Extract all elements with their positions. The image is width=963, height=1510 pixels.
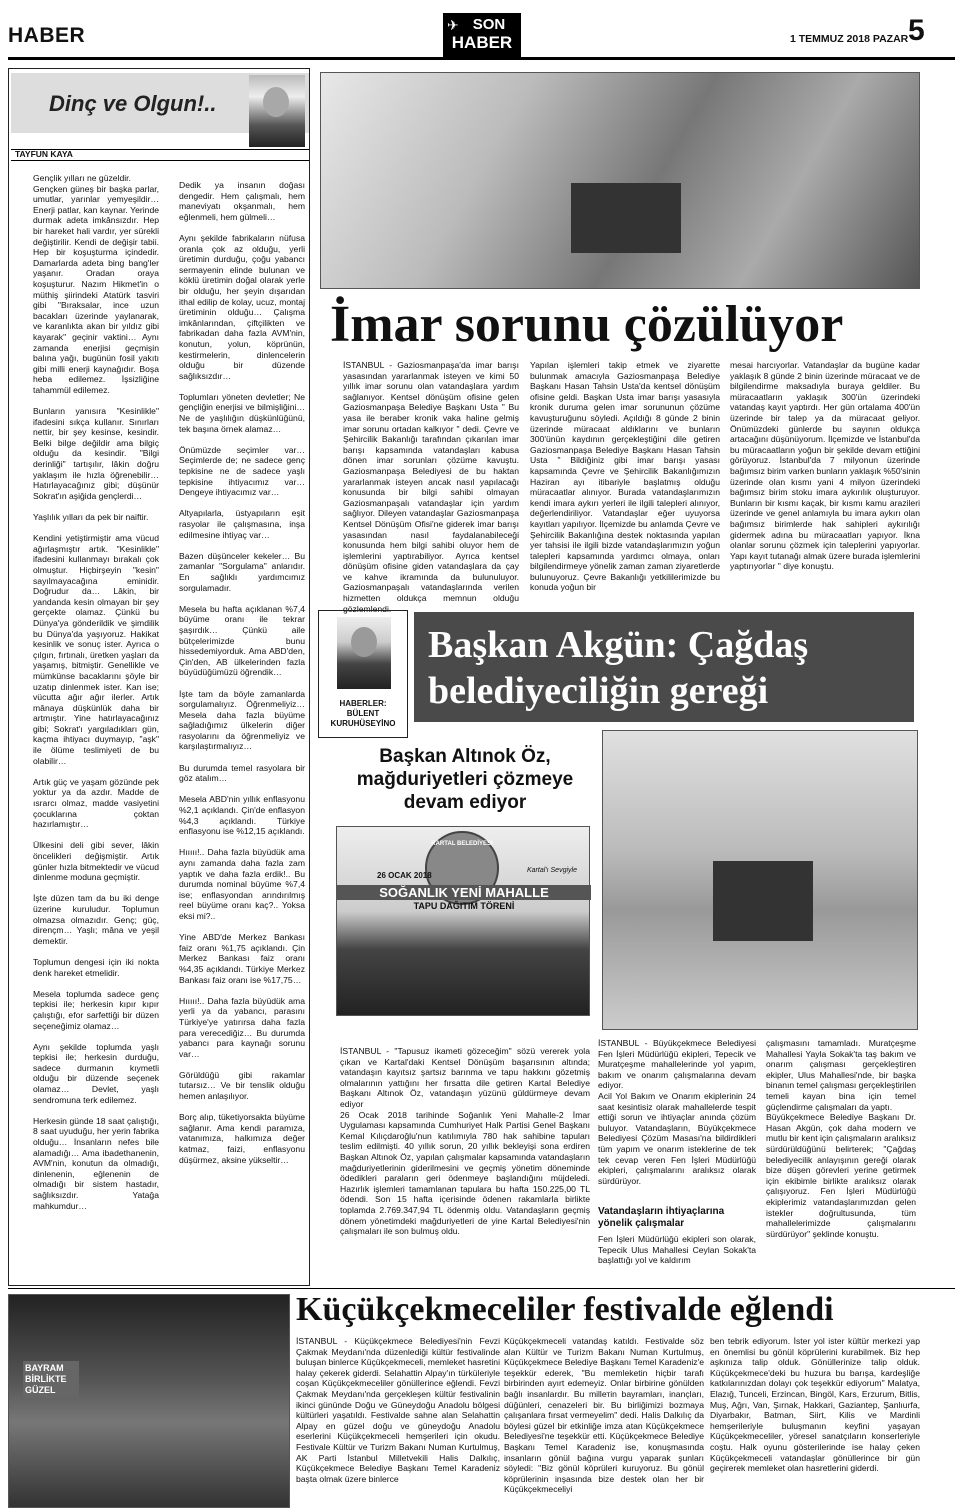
logo-top-text: SON [472, 16, 506, 33]
story2-headline: Başkan Akgün: Çağdaş belediyeciliğin gereği [428, 624, 809, 712]
author-rule-2 [11, 160, 309, 161]
story3-text-2: Küçükçekmeceli vatandaş katıldı. Festivalde söz alan Kültür ve Turizm Bakanı Numan Kurtulmuş, Küçükçekmece Belediye Başkanı Temel Karadeniz'e teşekkür ederek, "Bu memleketin hiçbir tarafı birbirinden ayırt edemeyiz. Onlar birbirine gönülden bağlı insanlardır. Bu millетin bayramları, inançları, düğünleri, cenazeleri bir. Bu birliğimizi bozmaya çalışanlara fırsat vermeyelim" dedi. Halis Dalkılıç da böylesi güzel bir etkinliğe imza atan Küçükçekmece Belediyesi'ne teşekkür etti. Küçükçekmece Belediye Başkanı Temel Karadeniz ise, konuşmasında insanların gönül bağına vurgu yaparak şunları söyledi: "Biz gönül köprüleri kuruyoruz. Bu gönül köprülerinin inşasında bize destek olan her bir Küçükçekmeceliyi [504, 1336, 704, 1495]
column-author: TAYFUN KAYA [15, 149, 73, 159]
ceremony-photo [336, 826, 590, 1016]
story1-text-2: Yapılan işlemleri takip etmek ve ziyarette bulunmak amacıyla Gaziosmanpaşa Belediye Başkanı Hasan Tahsin Usta'da kentsel dönüşüm ofisine geldi. Başkan Usta imar barışı yasasıyla kronik duruma gelen imar sorununun çözüme kavuşturuğunu söyledi. Açıldığı 8 günde 2 binin üzerinde müracaat aldıklarını ve bunların 300'ünün kaydının gerçekleştiğini dile getiren Gaziosmanpaşa Belediye Başkanı Hasan Tahsin Usta " Bildiğiniz gibi imar barışı yasası kapsamında Çevre ve Şehircilik Bakanlığımızın Haziran ayı itibariyle başlatmış olduğu müracaatlar alınıyor. Burada vatandaşlarımızın kendi imara aykırı yerleri ile ilgili talepleri alınıyor, değerlendiriliyor. Vatandaşlar eğer uyuyorsa kayıtları yapılıyor. İlçemizde bu anlamda Çevre ve Şehircilik Bakanlığına destek noktasında yapılan yer tahsisi ile ilgili bizde vatandaşlarımızın yoğun talepleri kapsamında yardımcı olmaya, onları bilgilendirmeye yönelik zaman zaman ziyaretlerde bulunuyoruz. Çevre Bakanlığı yetkililerimizde bu konuda yoğun bir [530, 360, 720, 593]
column-title: Dinç ve Olgun!.. [49, 91, 217, 116]
ceremony-logo-text: KARTAL BELEDİYESİ [431, 841, 493, 847]
festival-photo [8, 1294, 290, 1508]
story2-text-mid-1: İSTANBUL - Büyükçekmece Belediyesi Fen İşleri Müdürlüğü ekipleri, Tepecik ve Muratçeşme mahallelerinde yol yapım, bakım ve onarım çalışmalarına devam ediyor. Acil Yol Bakım ve Onarım ekiplerinin 24 saat kesintisiz olarak mahallelerde tespit ettiği sorun ve ihtiyaçlar anında çözüm buluyor. Vatandaşların, Büyükçekmece Belediyesi Çözüm Masası'na bildirdikleri tüm yapım ve onarım isteklerine de tek tek cevap veren Fen İşleri Müdürlüğü ekipleri, çalışmalarını aralıksız olarak sürdürüyor. [598, 1038, 756, 1186]
reporter-box [318, 610, 408, 738]
newspaper-logo [443, 13, 521, 57]
story1-text-3: mesai harcıyorlar. Vatandaşlar da bugüne kadar yaklaşık 8 günde 2 binin üzerinde müracaat ve de bilgilendirme maksadıyla buraya geldiler. Bu müracaatların yaklaşık 300'ün üzerindeki vatandaş kayıt yaptırdı. Her gün ortalama 400'ün üzerinde bir talep ya da müracaat geliyor. Önümüzdeki günlerde bu sayının oldukça artacağını düşünüyorum. İlçemizde ve İstanbul'da bu müracaatların yoğun bir şekilde devam ettiğini görüyoruz. İstanbul'da 7 milyonun üzerinde bağımsız birim varken bunların yaklaşık %50'sinin üzerinde olan kısmı yani 4 milyon üzerindeki bağımsız birim stoku imara aykırılık oluşturuyor. Bunların bir kısmı kaçak, bir kısmı kamu arazileri üzerinde ve genel anlamıyla bu imara aykırı olan bağımsız birimlerde hak sahipleri aykırılığı gidermek adına bu müracaatları yapıyor. İkna olanlar sorunu çözmek için taleplerini yapıyorlar. Yapı kayıt tutanağı almak üzere burada işlemlerini yaptırıyorlar " diye konuştu. [730, 360, 920, 572]
banner-title: SOĞANLIK YENİ MAHALLE [337, 885, 591, 900]
banner-subtitle: TAPU DAĞITIM TÖRENİ [413, 901, 515, 911]
bird-icon: ✈ [447, 17, 459, 33]
page-number: 5 [908, 14, 925, 47]
banner-date: 26 OCAK 2018 [377, 871, 432, 880]
story2-text-right: çalışmasını tamamladı. Muratçeşme Mahallesi Yayla Sokak'ta taş bakım ve onarım çalışması gerçekleştiren ekipler, Ulus Mahallesi'nde, bir başka binanın temel çalışması gerçekleştirilen temeli kayan bina için temel güçlendirme çalışmaları da yaptı. Büyükçekmece Belediye Başkanı Dr. Hasan Akgün, çok daha modern ve mutlu bir kent için çalışmaların aralıksız sürdürüldüğünü belirterek; "Çağdaş belediyecilik anlayışının gereği olarak bize düşen görevleri yerine getirmek için ekibimle birlikte aralıksız olarak çalışıyoruz. Fen İşleri Müdürlüğü ekiplerimiz vatandaşlarımızdan gelen istekler doğrultusunda, tüm mahallelerimizde çalışmalarını sürdürüyor" şeklinde konuştu. [766, 1038, 916, 1239]
story2-subheadline: Başkan Altınok Öz, mağduriyetleri çözmeye devam ediyor [356, 746, 574, 813]
excavator-photo [602, 730, 918, 1030]
opinion-column [8, 68, 310, 1286]
story1-headline: İmar sorunu çözülüyor [330, 296, 844, 353]
column-text-1: Gençlik yılları ne güzeldir. Gençken güneş bir başka parlar, umutlar, yarınlar yemyeşildir… Enerji patlar, kan kaynar. Yerinde durmak adeta imkânsızdır. Hep bir hareket hali vardır, yer sürekli değiştirilir. Kendi de değişir tabii. Hep bir koşuşturma içindedir. Damarlarda adeta bing bang'ler yaşanır. Oradan oraya koşuşturur. Nazım Hikmet'in o müthiş şiirindeki Atatürk tasviri gibi "Bıraksalar, ince uzun bacakları üzerinde yaylanarak, ve karanlıkta akan bir yıldız gibi kayarak" geçinir vaktini… Aynı zamanda enerjisi geçmişin balına yağı, bugünün fosil yakıtı gibi milli enerji kaynağıdır. Boşa heba edilemez. İşsizliğine tahammül edilemez. Bunların yanısıra "Kesinlikle" ifadesini sıkça kullanır. Sınırları nettir, bir şey kesinse, kesindir. Belki bilge değildir ama bilgiç olduğu da kesindir. "Bilgi derinliği" tartışılır, lâkin doğru yaklaşım ile hızla öğrenebilir… Hatırlayacağınız gibi; düşünür Sokrat'ın aşiğida gençlerdi… Yaşlılık yılları da pek bir naiftir. Kendini yetiştirmiştir ama vücud ağırlaşmıştır artık. "Kesinlikle" ifadesini kullanmayı bırakalı çok olmuştur. Hiçbirşeyin "kesin" sayılmayacağına eminidir. Doğrudur da… Lâkin, bir yandanda kesin olmayan bir şey gerçekte olamaz. Çünkü bu Dünya'ya gönderildik ve şimdilik bu Dünya'da yaşıyoruz. Hakikat kesinlik ve sonuç ister. Ayrıca o çılgın, fırtınalı, üretken yaşları da yaşamış, bitmiştir. Genellikle ve mümkünse bacaklarını şöyle bir uzatıp dinlenmek ister. Kan ise; vücutta ağır ağır ilerler. Artık mânaya düşkünlük daha bir artmıştır. Yine hatırlayacağınız gibi; Sokrat'ı yargıladıkları gün, kaçma ihtiyacı duymayıp, "aşk" ile ölüme teslimiyeti de bu olabilir… Artık güç ve yaşam gözünde pek yoktur ya da azdır. Madde de ısrarcı olmaz, madde vasiyetini çocuklarına çoktan hazırlamıştır… Ülkesini deli gibi sever, lâkin öncelikleri değişmiştir. Artık günler hızla bitmektedir ve vücud dinlenme moduna geçmiştir. İşte düzen tam da bu iki denge üzerine kuruludur. Toplumun olmazsa olmazıdır. Genç; güç, dirençm… Yaşlı; mâna ve yeşil demektir. Toplumun dengesi için iki nokta denk hareket etmelidir. Mesela toplumda sadece genç tepkisi ile; herkesin kıpır kıpır çalıştığı, efor sarfettiği bir düzen seçeneğimiz olamaz… Aynı şekilde toplumda yaşlı tepkisi ile; herkesin durduğu, sadece durmanın kıymetli olduğu bir düzende seçenek olamaz… Devlet, yaşlı sendromuna terk edilemez. Herkesin günde 18 saat çalıştığı, 8 saat uyuduğu, her yerin fabrika olduğu… İnsanların nefes bile alamadığı… Ama ibadethanenin, AVM'nin, konutun da olmadığı, dinlenenin, eğlenenin de olmadığı bir sistem hastadır, sağlıksızdır. Yatağa mahkumdur… [33, 173, 159, 1211]
excavator-shape [713, 861, 813, 941]
story1-photo [320, 72, 920, 289]
reporter-photo [337, 617, 391, 689]
story2-text-left: İSTANBUL - "Tapusuz ikameti gözeceğim" sözü vererek yola çıkan ve Kartal'daki Kentsel Dönüşüm başarısının altında; vatandaşın kayıtsız şartsız barınma ve tapu hakkını gözetmiş olmalarının yattığını her fırsatta dile getiren Kartal Belediye Başkanı Altınok Öz, vatandaşın yüzünü güldürmeye devam ediyor 26 Ocak 2018 tarihinde Soğanlık Yeni Mahalle-2 İmar Uygulaması kapsamında Cumhuriyet Halk Partisi Genel Başkanı Kemal Kılıçdaroğlu'nun katılımıyla 780 hak sahibine tapuları teslim edilmişti. 40 yıllık sorun, 20 yıllık bekleyişi sona erdiren Başkan Altınok Öz, yapılan çalışmalar kapsamında vatandaşların mağduriyetlerinin giderilmesini ve geçmiş yönetim döneminde ödedikleri paraların geri ödenmeye başlandığını müjdeledi. Hazırlık işlemleri tamamlanan tapulara bu hafta 150.225,00 TL ödendi. Son 15 hafta içerisinde ödenen rakamlarla birlikte toplamda 2.769.347,94 TL ödenmiş oldu. Vatandaşların geçmiş dönem yönetimdeki mağduriyetleri de yine Kartal Belediyesi'nin çalışmaları ile son bulmuş oldu. [340, 1046, 590, 1237]
columnist-photo [249, 75, 305, 147]
story3-text-1: İSTANBUL - Küçükçekmece Belediyesi'nin Fevzi Çakmak Meydanı'nda düzenlediği kültür festivalinde buluşan binlerce Küçükçekmeceli, memleket hasretini halay çekerek giderdi. Selahattin Alpay'ın türküleriyle coşan Küçükçekmeceliler gönüllerince eğlendi. Fevzi Çakmak Meydanı'nda gerçekleşen kültür festivalinin ikinci gününde Doğu ve Güneydoğu Anadolu bölgesi kültürleri yaşatıldı. Festivalde sahne alan Selahattin Alpay en güzel doğu ve güneydoğu Anadolu eserlerini Küçükçekmeceli hemşerileri için okudu. Festivale Kültür ve Turizm Bakanı Numan Kurtulmuş, AK Parti İstanbul Milletvekili Halis Dalkılıç, Küçükçekmece Belediye Başkanı Temel Karadeniz başta olmak üzere binlerce [296, 1336, 500, 1484]
banner-side-text: Kartal'ı Sevgiyle [527, 867, 577, 874]
festival-banner-text: BAYRAM BİRLİKTE GÜZEL [23, 1361, 79, 1398]
story2-subheading: Vatandaşların ihtiyaçlarına yönelik çalışmalar [598, 1206, 725, 1229]
story3-text-3: ben tebrik ediyorum. İster yol ister kültür merkezi yap en önemlisi bu gönül köprülerini kurabilmek. Biz hep aşkınıza talip olduk. Gönüllerinize talip olduk. Küçükçekmece'deki bu huzura bu barışa, kardeşliğe katkılarınızdan dolayı çok teşekkür ediyorum" Malatya, Elazığ, Tunceli, Erzincan, Bingöl, Kars, Erzurum, Bitlis, Muş, Ağrı, Van, Şırnak, Hakkari, Gaziantep, Şanlıurfa, Diyarbakır, Batman, Siirt, Kilis ve Mardinli hemşerileriyle buluşmanın keyfini yaşayan Küçükçekmeceliler, yöresel sanatçıların konserleriyle coştu. Halk oyunu gösterilerinde ise halay çeken Küçükçekmeceli vatandaşlar gönüllerince bir gün geçirerek memleket olan hasretlerini giderdi. [710, 1336, 920, 1474]
laptop-shape [571, 183, 681, 253]
story3-rule [8, 1288, 955, 1289]
column-text-2: Dedik ya insanın doğası dengedir. Hem çalışmalı, hem maneviyatı okşanmalı, hem eğlenmeli, hem gülmeli… Aynı şekilde fabrikaların nüfusa oranla çok az olduğu, yerli üretimin durduğu, çoğu yabancı sermayenin elinde bulunan ve köklü üretimin doğal olarak yerle bir olduğu, her şeyin dışarıdan ithal edilip de kolay, ucuz, montaj üretiminin olduğu… Çalışma imkânlarından, çiftçilikten ve fabrikadan daha fazla AVM'nin, konutun, yolun, köprünün, kestirmelerin, dinlencelerin olduğu bir düzende sağlıksızdır… Toplumları yöneten devletler; Ne gençliğin enerjisi ve bilmişliğini… Ne de yaşlılığın düşkünlüğünü, tek başına örnek alamaz… Önümüzde seçimler var… Seçimlerde de; ne sadece genç tepkisine ne de sadece yaşlı tepkisine ihtiyacımız var… Dengeye ihtiyacımız var… Altyapılarla, üstyapıların eşit rasyolar ile çalışmasına, inşa edilmesine ihtiyaç var… Bazen düşünceler kekeler… Bu zamanlar "Sorgulama" anlarıdır. En sağlıklı yardımcımız sorgulamadır. Mesela bu hafta açıklanan %7,4 büyüme oranı ile tekrar şaşırdık… Çünkü aile bütçelerimizde bunu hissedemiyorduk. Ama ABD'den, Çin'den, AB ülkelerinden fazla büyüdüğümüzü öğrendik… İşte tam da böyle zamanlarda sorgulamalıyız. Öğrenmeliyiz… Mesela daha fazla büyüme sağladığımız ülkelerin diğer rasyolarını da öğrenmeliyiz ve karşılaştırmalıyız… Bu durumda temel rasyolara bir göz atalım… Mesela ABD'nin yıllık enflasyonu %2,1 açıklandı. Çin'de enflasyon %4,3 açıklandı. Türkiye enflasyonu ise %12,15 açıklandı. Hııııı!.. Daha fazla büyüdük ama aynı zamanda daha fazla zam yaptık ve daha fazla erdik!.. Bu durumda nominal büyüme %7,4 ise; enflasyondan arındırılmış reel büyüme oranı kaç?.. Yoksa eksi mi?.. Yine ABD'de Merkez Bankası faiz oranı %1,75 açıklandı. Çin Merkez Bankası faiz oranı %4,35 açıklandı. Türkiye Merkez Bankası faiz oranı ise %17,75… Hııııı!.. Daha fazla büyüdük ama yerli ya da yabancı, parasını Türkiye'ye yatırırsa daha fazla para verecediğiz… Bu durumda yabancı para kaynağı sorunu var… Görüldüğü gibi rakamlar tutarsız… Ve bir tenslik olduğu hemen anlaşılıyor. Borç alıp, tüketiyorsakta büyüme sağlanır. Ama kendi paramıza, vatanımıza, halkımıza değer katmaz, faizi, enflasyonu düşürmez, aksine yükseltir… [179, 180, 305, 1165]
story3-headline: Küçükçekmeceliler festivalde eğlendi [296, 1291, 834, 1328]
story2-headline-box [414, 612, 914, 722]
masthead-rule [8, 57, 955, 60]
reporter-label: HABERLER: [339, 699, 387, 708]
masthead [0, 0, 963, 60]
issue-date: 1 TEMMUZ 2018 PAZAR [790, 33, 909, 45]
story2-text-mid-2: Fen İşleri Müdürlüğü ekipleri son olarak, Tepecik Ulus Mahallesi Ceylan Sokak'ta başlattığı yol ve kaldırım [598, 1234, 756, 1266]
story1-text-1: İSTANBUL - Gaziosmanpaşa'da imar barışı yasasından yararlanmak isteyen ve kimi 50 yıllık imar sorunu olan vatandaşlara yardım sağlanıyor. Kentsel dönüşüm ofisine gelen Gaziosmanpaşa Belediye Başkanı Usta " Bu yasa ile beraber kronik vaka haline gelmiş imar sorunu ortadan kalkıyor " dedi. Çevre ve Şehircilik Bakanlığı tarafından çıkarılan imar barışı kapsamında vatandaşları kabusa dönen imar sorunları çözüme kavuştu. Gaziosmanpaşa Belediyesi de bu haktan yararlanmak isteyen ancak nasıl yapılacağı konusunda bir bilgi sahibi olmayan Gaziosmanpaşalı vatandaşlar için yardım sağlıyor. Dileyen vatandaşlar Gaziosmanpaşa Kentsel Dönüşüm Ofisi'ne giderek imar barışı yasasından nasıl faydalanabileceği konusunda hem bilgi sahibi oluyor hem de işlemlerini yaptırabiliyor. Ayrıca kentsel dönüşüm ofisine giden vatandaşlara da çay ve kahve ikramında da bulunuluyor. Gaziosmanpaşalı vatandaşlarında verilen hizmetten oldukça memnun olduğu gözlemlendi. [343, 360, 519, 614]
logo-bottom-text: HABER [451, 33, 513, 52]
reporter-name: BÜLENT KURUHÜSEYİNO [330, 709, 396, 728]
section-label: HABER [8, 24, 86, 47]
